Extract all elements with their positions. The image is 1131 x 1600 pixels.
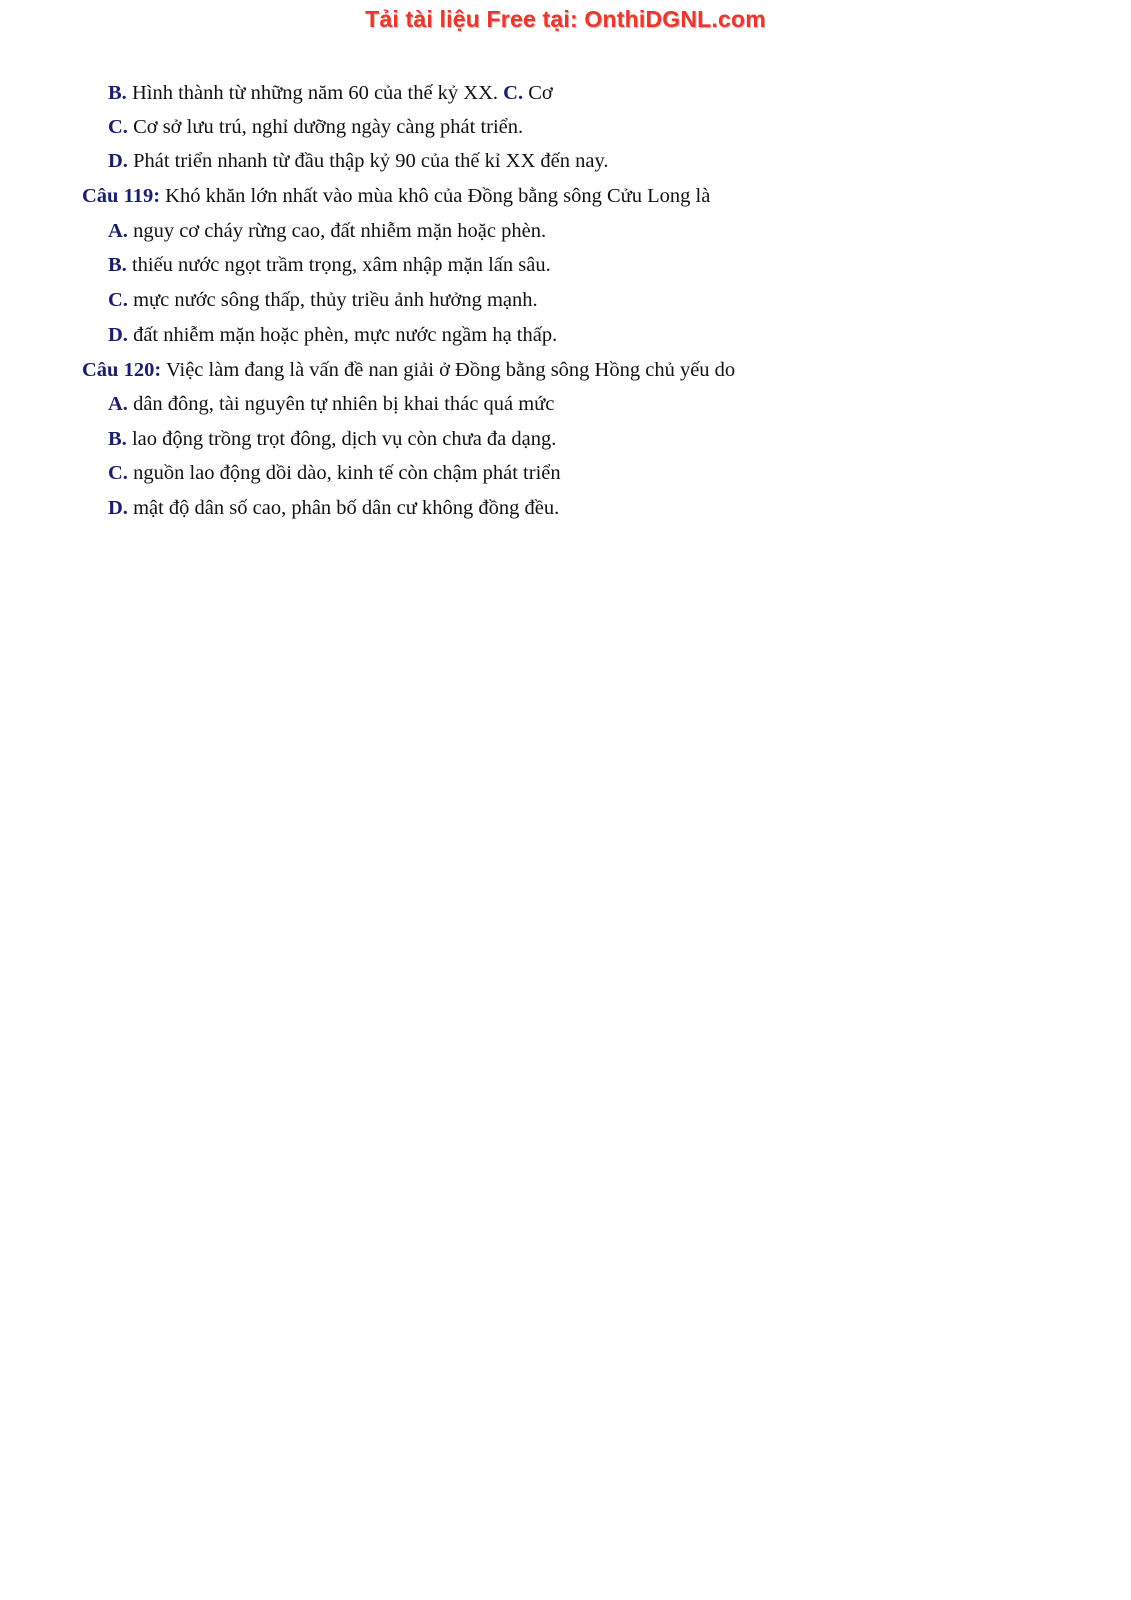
option-label: D. <box>108 150 128 172</box>
option-text: nguy cơ cháy rừng cao, đất nhiễm mặn hoặc phèn. <box>133 220 547 242</box>
question-text: Khó khăn lớn nhất vào mùa khô của Đồng bằng sông Cửu Long là <box>165 185 711 207</box>
option-text: dân đông, tài nguyên tự nhiên bị khai thác quá mức <box>133 393 555 415</box>
option-text: Phát triển nhanh từ đầu thập kỷ 90 của thế kỉ XX đến nay. <box>133 150 609 172</box>
option-text: thiếu nước ngọt trầm trọng, xâm nhập mặn lấn sâu. <box>131 254 551 276</box>
q119-option-c <box>108 287 538 313</box>
option-label: A. <box>108 220 128 242</box>
option-text: lao động trồng trọt đông, dịch vụ còn chưa đa dạng. <box>131 428 557 450</box>
option-label: A. <box>108 393 128 415</box>
option-text: nguồn lao động dồi dào, kinh tế còn chậm phát triển <box>133 462 561 484</box>
option-label: C. <box>108 116 128 138</box>
question-label: Câu 120: <box>82 359 162 381</box>
question-label: Câu 119: <box>82 185 161 207</box>
option-text: đất nhiễm mặn hoặc phèn, mực nước ngầm hạ thấp. <box>133 324 558 346</box>
option-label: D. <box>108 497 128 519</box>
option-label: B. <box>108 82 127 104</box>
option-b-prev <box>108 80 553 106</box>
option-text: mật độ dân số cao, phân bố dân cư không đồng đều. <box>133 497 560 519</box>
option-label: B. <box>108 254 127 276</box>
q120-option-c <box>108 460 561 486</box>
option-text: Hình thành từ những năm 60 của thế kỷ XX. <box>131 82 499 104</box>
q120-option-a <box>108 391 554 417</box>
q120-option-b <box>108 426 556 452</box>
question-119 <box>82 183 710 209</box>
option-label: C. <box>108 289 128 311</box>
option-text: Cơ sở lưu trú, nghỉ dưỡng ngày càng phát triển. <box>133 116 524 138</box>
q119-option-a <box>108 218 546 244</box>
option-text-inline: Cơ <box>528 82 553 104</box>
download-banner: Tải tài liệu Free tại: OnthiDGNL.com <box>365 6 766 32</box>
option-text: mực nước sông thấp, thủy triều ảnh hưởng mạnh. <box>133 289 538 311</box>
question-text: Việc làm đang là vấn đề nan giải ở Đồng bằng sông Hồng chủ yếu do <box>165 359 736 381</box>
q119-option-b <box>108 252 551 278</box>
option-d-prev <box>108 148 609 174</box>
question-120 <box>82 357 735 383</box>
option-label-inline: C. <box>503 82 524 104</box>
option-label: D. <box>108 324 128 346</box>
q119-option-d <box>108 322 557 348</box>
option-label: C. <box>108 462 128 484</box>
q120-option-d <box>108 495 559 521</box>
option-c-prev <box>108 114 523 140</box>
option-label: B. <box>108 428 127 450</box>
